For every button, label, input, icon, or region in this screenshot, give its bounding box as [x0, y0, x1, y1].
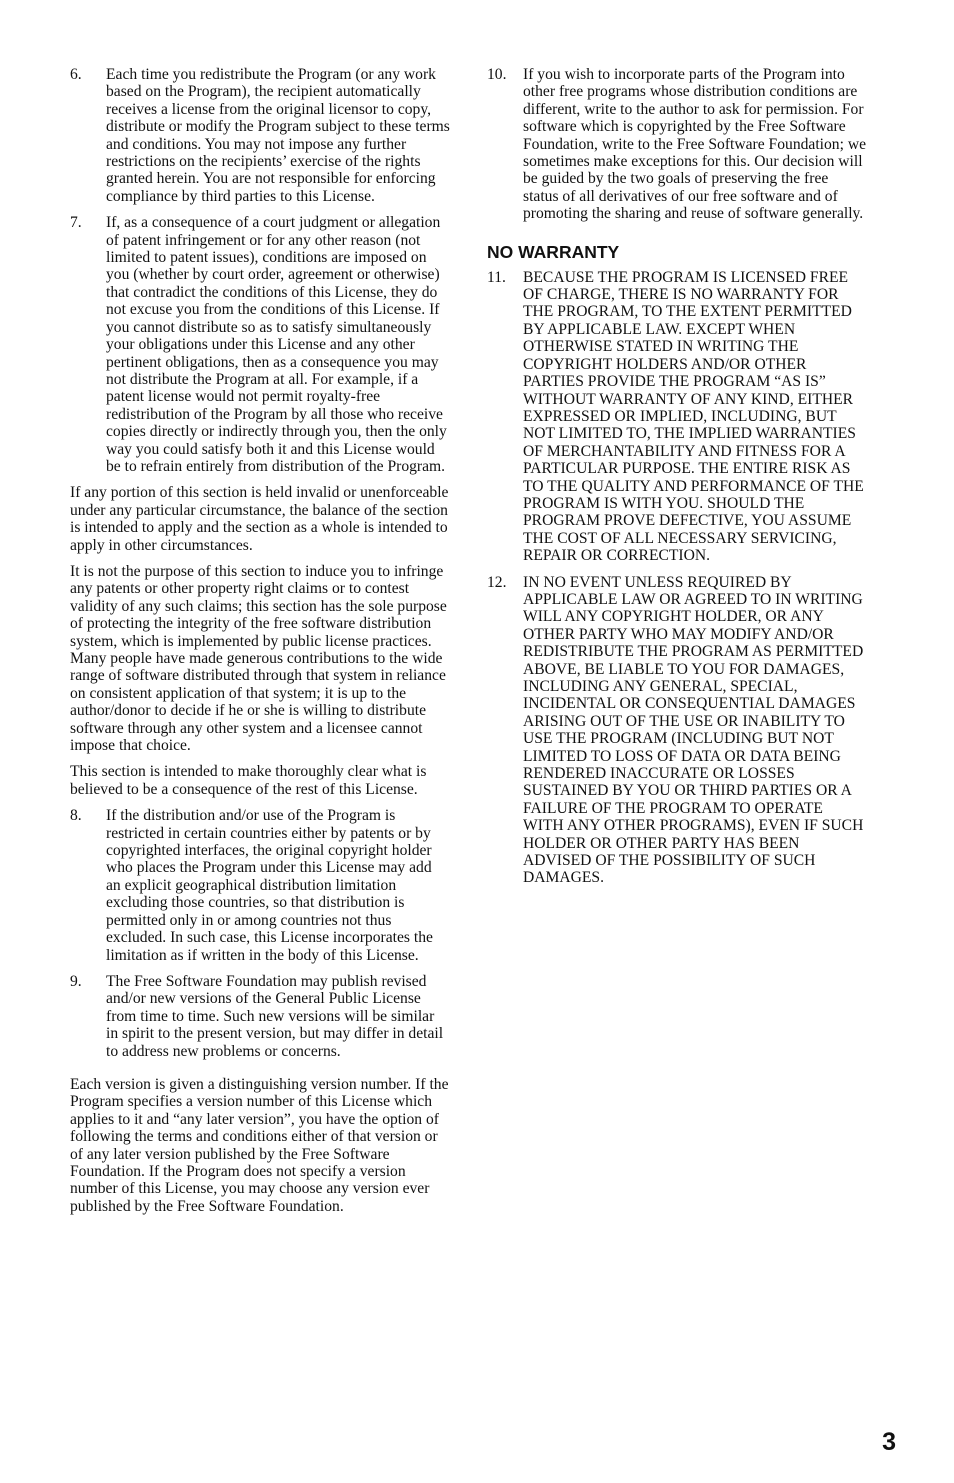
license-item-6 — [70, 66, 450, 205]
paragraph-clarification: This section is intended to make thoroughly clear what is believed to be a consequence of the rest of this License. — [70, 763, 427, 798]
license-item-10 — [487, 66, 867, 223]
license-item-12 — [487, 574, 867, 887]
item-number: 12. — [487, 573, 507, 591]
item-number: 10. — [487, 66, 507, 83]
license-item-11 — [487, 269, 867, 565]
license-item-8 — [70, 807, 450, 964]
license-item-7 — [70, 214, 450, 475]
item-text: If, as a consequence of a court judgment or allegation of patent infringement or for any other reason (not limited to patent issues), conditions are imposed on you (whether by court order, agreement or otherwise) that contradict the conditions of this License, they do not excuse you from the conditions of this License. If you cannot distribute so as to satisfy simultaneously your obligations under this License and any other pertinent obligations, then as a consequence you may not distribute the Program at all. For example, if a patent license would not permit royalty-free redistribution of the Program by all those who receive copies directly or indirectly through you, then the only way you could satisfy both it and this License would be to refrain entirely from distribution of the Program. — [106, 214, 447, 475]
item-number: 9. — [70, 972, 82, 990]
item-text: If the distribution and/or use of the Program is restricted in certain countries either by patents or by copyrighted interfaces, the original copyright holder who places the Program under this License may add an explicit geographical distribution limitation excluding those countries, so that distribution is permitted only in or among countries not thus excluded. In such case, this License incorporates the limitation as if written in the body of this License. — [106, 807, 433, 964]
item-text: If you wish to incorporate parts of the Program into other free programs whose distribution conditions are different, write to the author to ask for permission. For software which is copyrighted by the Free Software Foundation, write to the Free Software Foundation; we sometimes make exceptions for this. Our decision will be guided by the two goals of preserving the free status of all derivatives of our free software and of promoting the sharing and reuse of software generally. — [523, 66, 867, 223]
item-text: The Free Software Foundation may publish revised and/or new versions of the General Public License from time to time. Such new versions will be similar in spirit to the present version, but may differ in detail to address new problems or concerns. — [106, 972, 444, 1060]
section-heading: NO WARRANTY — [487, 241, 620, 262]
page-number: 3 — [882, 1428, 896, 1456]
paragraph-invalid-portion: If any portion of this section is held invalid or unenforceable under any particular circumstance, the balance of the section is intended to apply and the section as a whole is intended to apply in other circumstances. — [70, 484, 449, 554]
item-number: 6. — [70, 66, 82, 83]
item-text: BECAUSE THE PROGRAM IS LICENSED FREE OF CHARGE, THERE IS NO WARRANTY FOR THE PROGRAM, TO THE EXTENT PERMITTED BY APPLICABLE LAW. EXCEPT WHEN OTHERWISE STATED IN WRITING THE COPYRIGHT HOLDERS AND/OR OTHER PARTIES PROVIDE THE PROGRAM “AS IS” WITHOUT WARRANTY OF ANY KIND, EITHER EXPRESSED OR IMPLIED, INCLUDING, BUT NOT LIMITED TO, THE IMPLIED WARRANTIES OF MERCHANTABILITY AND FITNESS FOR A PARTICULAR PURPOSE. THE ENTIRE RISK AS TO THE QUALITY AND PERFORMANCE OF THE PROGRAM IS WITH YOU. SHOULD THE PROGRAM PROVE DEFECTIVE, YOU ASSUME THE COST OF ALL NECESSARY SERVICING, REPAIR OR CORRECTION. — [523, 268, 864, 565]
paragraph-version-number: Each version is given a distinguishing version number. If the Program specifies a version number of this License which applies to it and “any later version”, you have the option of following the terms and conditions either of that version or of any later version published by the Free Software Foundation. If the Program does not specify a version number of this License, you may choose any version ever published by the Free Software Foundation. — [70, 1075, 449, 1215]
license-item-9 — [70, 973, 450, 1060]
item-number: 8. — [70, 807, 82, 825]
paragraph-purpose: It is not the purpose of this section to induce you to infringe any patents or other property right claims or to contest validity of any such claims; this section has the sole purpose of protecting the integrity of the free software distribution system, which is implemented by public license practices. Many people have made generous contributions to the wide range of software distributed through that system in reliance on consistent application of that system; it is up to the author/donor to decide if he or she is willing to distribute software through any other system and a licensee cannot impose that choice. — [70, 562, 447, 755]
right-column — [487, 66, 867, 896]
item-number: 7. — [70, 214, 82, 232]
item-number: 11. — [487, 268, 506, 286]
item-text: IN NO EVENT UNLESS REQUIRED BY APPLICABLE LAW OR AGREED TO IN WRITING WILL ANY COPYRIGHT HOLDER, OR ANY OTHER PARTY WHO MAY MODIFY AND/OR REDISTRIBUTE THE PROGRAM AS PERMITTED ABOVE, BE LIABLE TO YOU FOR DAMAGES, INCLUDING ANY GENERAL, SPECIAL, INCIDENTAL OR CONSEQUENTIAL DAMAGES ARISING OUT OF THE USE OR INABILITY TO USE THE PROGRAM (INCLUDING BUT NOT LIMITED TO LOSS OF DATA OR DATA BEING RENDERED INACCURATE OR LOSSES SUSTAINED BY YOU OR THIRD PARTIES OR A FAILURE OF THE PROGRAM TO OPERATE WITH ANY OTHER PROGRAMS), EVEN IF SUCH HOLDER OR OTHER PARTY HAS BEEN ADVISED OF THE POSSIBILITY OF SUCH DAMAGES. — [523, 573, 864, 887]
item-text: Each time you redistribute the Program (or any work based on the Program), the recipient automatically receives a license from the original licensor to copy, distribute or modify the Program subject to these terms and conditions. You may not impose any further restrictions on the recipients’ exercise of the rights granted herein. You are not responsible for enforcing compliance by third parties to this License. — [106, 66, 450, 205]
left-column — [70, 66, 450, 1224]
